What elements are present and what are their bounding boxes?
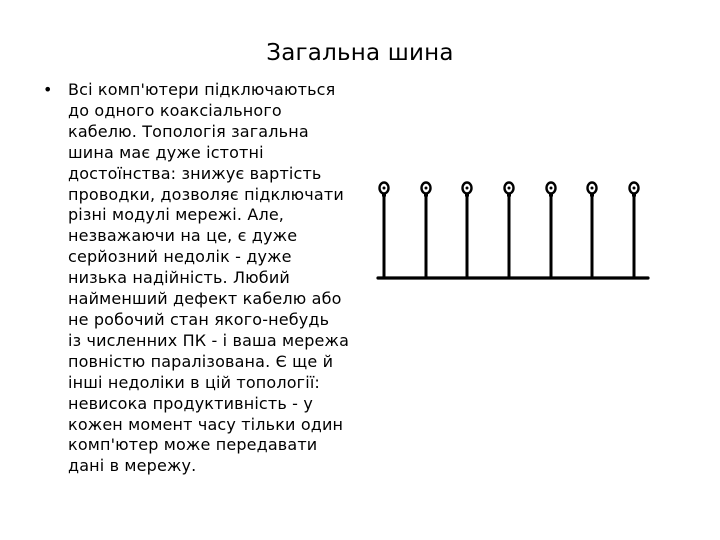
node-head-dot [591, 187, 594, 190]
node-head-dot [633, 187, 636, 190]
node-head-dot [425, 187, 428, 190]
node-head-dot [508, 187, 511, 190]
node-connector [632, 192, 636, 197]
node-head [380, 183, 389, 194]
node-head-dot [550, 187, 553, 190]
bullet-item [40, 80, 380, 477]
node-head [505, 183, 514, 194]
node-head-dot [466, 187, 469, 190]
node-head [630, 183, 639, 194]
node-head [463, 183, 472, 194]
node-head-dot [383, 187, 386, 190]
node-head [588, 183, 597, 194]
node-connector [382, 192, 386, 197]
bullet-text: Всі комп'ютери підключаються до одного коаксіального кабелю. Топологія загальна шина має дуже істотні достоїнства: знижує вартість проводки, дозволяє підключати різні модулі мережі. Але, незважаючи на це, є дуже серйозний недолік - дуже низька надійність. Любий найменший дефект кабелю або не робочий стан якого-небудь із численних ПК - і ваша мережа повністю паралізована. Є ще й інші недоліки в цій топології: невисока продуктивність - у кожен момент часу тільки один комп'ютер може передавати дані в мережу. [68, 80, 350, 476]
slide-title: Загальна шина [266, 40, 454, 66]
bus-group [378, 183, 648, 279]
node-connector [549, 192, 553, 197]
bullet-list [40, 80, 380, 477]
node-head [422, 183, 431, 194]
node-connector [424, 192, 428, 197]
node-head [547, 183, 556, 194]
node-connector [465, 192, 469, 197]
node-connector [507, 192, 511, 197]
node-connector [590, 192, 594, 197]
bullet-dot: • [43, 80, 53, 99]
